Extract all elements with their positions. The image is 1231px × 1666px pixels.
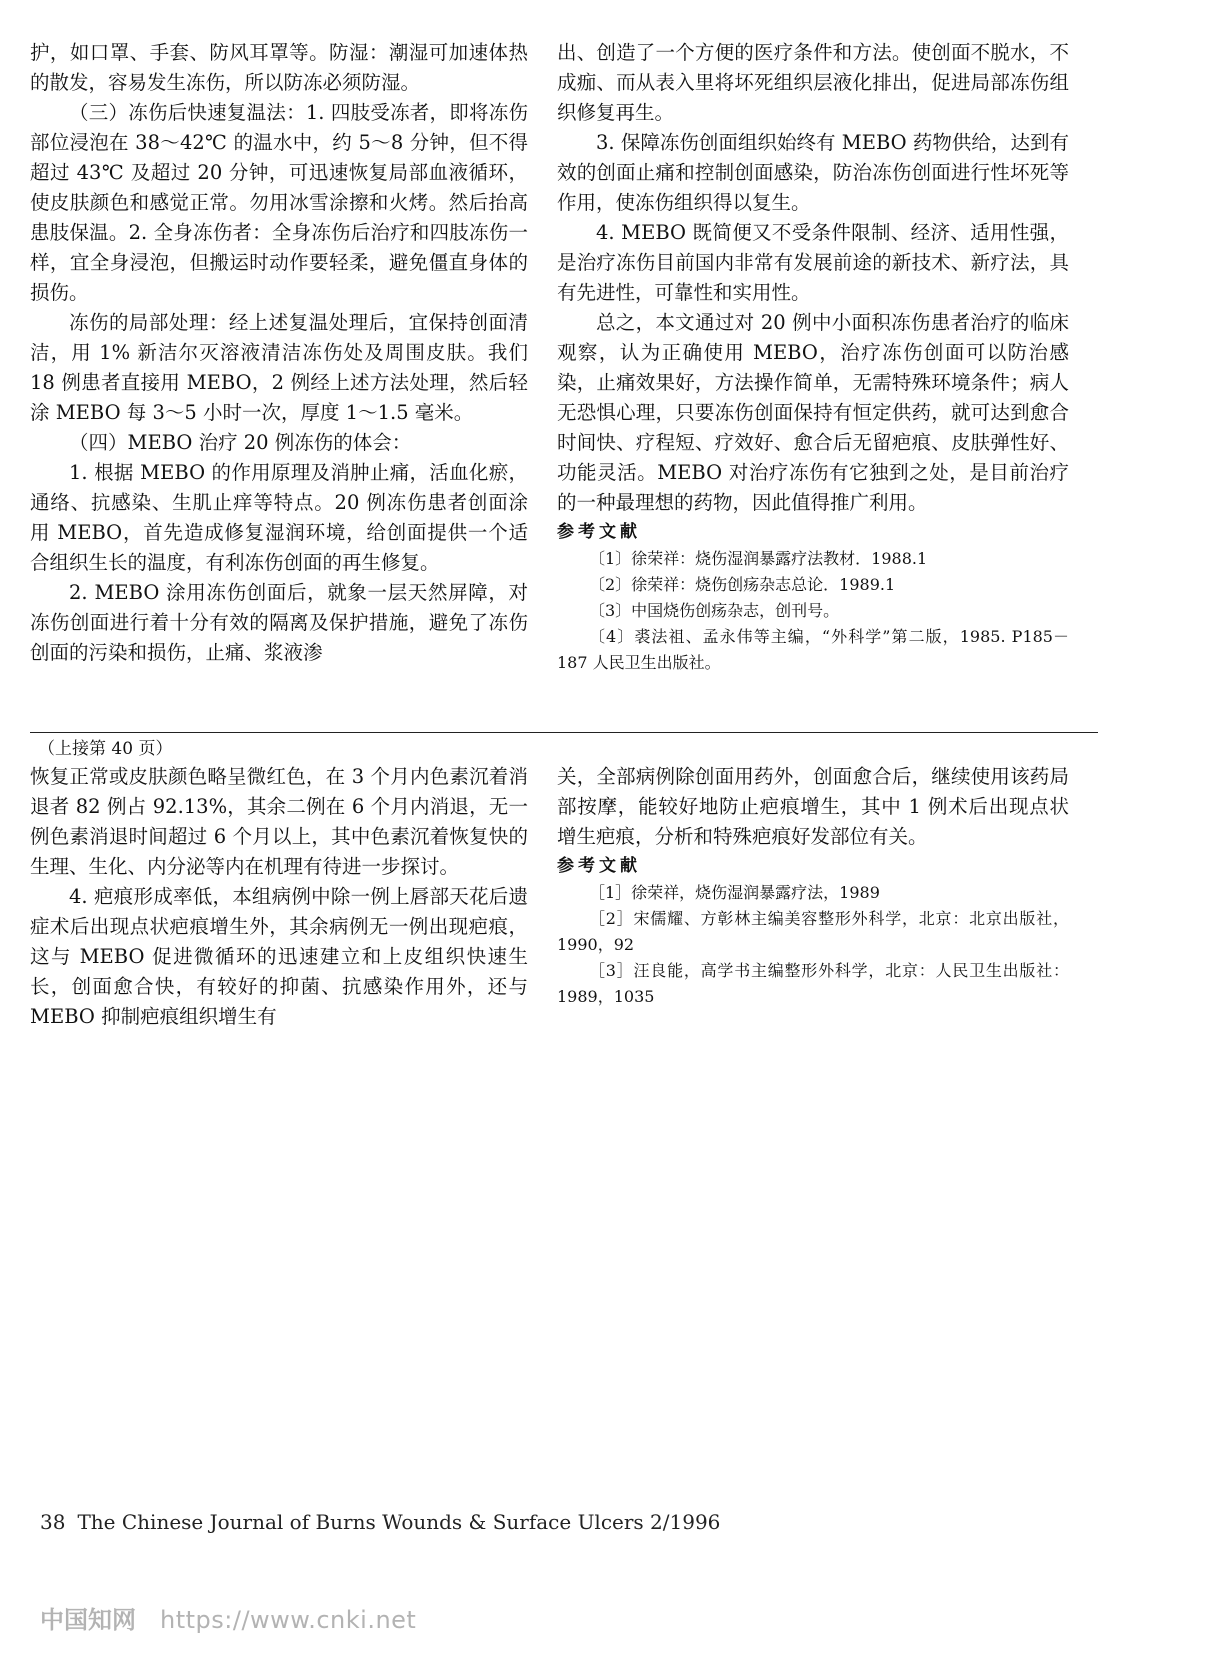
bottom-left-column bbox=[30, 762, 528, 1032]
paragraph: （三）冻伤后快速复温法：1. 四肢受冻者，即将冻伤部位浸泡在 38～42℃ 的温水中，约 5～8 分钟，但不得超过 43℃ 及超过 20 分钟，可迅速恢复局部血液循环，使皮肤颜色和感觉正常。勿用冰雪涂擦和火烤。然后抬高患肢保温。2. 全身冻伤者：全身冻伤后治疗和四肢冻伤一样，宜全身浸泡，但搬运时动作要轻柔，避免僵直身体的损伤。 bbox=[30, 101, 528, 304]
reference-item: ［3］汪良能，高学书主编整形外科学，北京：人民卫生出版社：1989，1035 bbox=[557, 961, 1069, 1006]
paragraph: 2. MEBO 涂用冻伤创面后，就象一层天然屏障，对冻伤创面进行着十分有效的隔离及保护措施，避免了冻伤创面的污染和损伤，止痛、浆液渗 bbox=[30, 581, 528, 664]
reference-item: 〔4〕裘法祖、孟永伟等主编，“外科学”第二版，1985. P185－187 人民卫生出版社。 bbox=[557, 627, 1069, 672]
continuation-label: （上接第 40 页） bbox=[38, 739, 173, 759]
reference-item: 〔2〕徐荣祥：烧伤创疡杂志总论．1989.1 bbox=[589, 575, 896, 594]
paragraph: 恢复正常或皮肤颜色略呈微红色，在 3 个月内色素沉着消退者 82 例占 92.13%，其余二例在 6 个月内消退，无一例色素消退时间超过 6 个月以上，其中色素沉着恢复快的生理、生化、内分泌等内在机理有待进一步探讨。 bbox=[30, 765, 528, 878]
watermark-url: https://www.cnki.net bbox=[160, 1606, 417, 1634]
page-footer bbox=[40, 1510, 720, 1534]
paragraph: 4. 疤痕形成率低，本组病例中除一例上唇部天花后遗症术后出现点状疤痕增生外，其余病例无一例出现疤痕，这与 MEBO 促进微循环的迅速建立和上皮组织快速生长，创面愈合快，有较好的抑菌、抗感染作用外，还与 MEBO 抑制疤痕组织增生有 bbox=[30, 885, 528, 1028]
paragraph: 冻伤的局部处理：经上述复温处理后，宜保持创面清洁，用 1% 新洁尔灭溶液清洁冻伤处及周围皮肤。我们 18 例患者直接用 MEBO，2 例经上述方法处理，然后轻涂 MEBO 每 3～5 小时一次，厚度 1～1.5 毫米。 bbox=[30, 311, 528, 424]
top-right-column bbox=[557, 38, 1069, 676]
paragraph: 总之，本文通过对 20 例中小面积冻伤患者治疗的临床观察，认为正确使用 MEBO，治疗冻伤创面可以防治感染，止痛效果好，方法操作简单，无需特殊环境条件；病人无恐惧心理，只要冻伤创面保持有恒定供药，就可达到愈合时间快、疗程短、疗效好、愈合后无留疤痕、皮肤弹性好、功能灵活。MEBO 对治疗冻伤有它独到之处，是目前治疗的一种最理想的药物，因此值得推广利用。 bbox=[557, 311, 1069, 514]
paragraph: 3. 保障冻伤创面组织始终有 MEBO 药物供给，达到有效的创面止痛和控制创面感染，防治冻伤创面进行性坏死等作用，使冻伤组织得以复生。 bbox=[557, 131, 1069, 214]
paragraph: 1. 根据 MEBO 的作用原理及消肿止痛，活血化瘀，通络、抗感染、生肌止痒等特点。20 例冻伤患者创面涂用 MEBO，首先造成修复湿润环境，给创面提供一个适合组织生长的温度，有利冻伤创面的再生修复。 bbox=[30, 461, 528, 574]
reference-item: ［1］徐荣祥，烧伤湿润暴露疗法，1989 bbox=[589, 883, 880, 902]
watermark-brand: 中国知网 bbox=[40, 1606, 136, 1634]
cnki-watermark bbox=[40, 1600, 416, 1635]
paragraph: 出、创造了一个方便的医疗条件和方法。使创面不脱水，不成痂、而从表入里将坏死组织层液化排出，促进局部冻伤组织修复再生。 bbox=[557, 41, 1069, 124]
page-number: 38 bbox=[40, 1510, 66, 1534]
reference-item: 〔3〕中国烧伤创疡杂志，创刊号。 bbox=[589, 601, 840, 620]
reference-item: 〔1〕徐荣祥：烧伤湿润暴露疗法教材．1988.1 bbox=[589, 549, 928, 568]
paragraph: 关，全部病例除创面用药外，创面愈合后，继续使用该药局部按摩，能较好地防止疤痕增生，其中 1 例术后出现点状增生疤痕，分析和特殊疤痕好发部位有关。 bbox=[557, 765, 1069, 848]
reference-item: ［2］宋儒耀、方彰林主编美容整形外科学，北京：北京出版社，1990，92 bbox=[557, 909, 1069, 954]
bottom-right-column bbox=[557, 762, 1069, 1010]
paragraph: 4. MEBO 既简便又不受条件限制、经济、适用性强，是治疗冻伤目前国内非常有发展前途的新技术、新疗法，具有先进性，可靠性和实用性。 bbox=[557, 221, 1069, 304]
journal-name: The Chinese Journal of Burns Wounds & Surface Ulcers 2/1996 bbox=[77, 1510, 721, 1534]
references-title: 参考文献 bbox=[557, 856, 641, 876]
section-divider bbox=[30, 732, 1098, 733]
paragraph: （四）MEBO 治疗 20 例冻伤的体会： bbox=[69, 431, 412, 454]
references-title: 参考文献 bbox=[557, 522, 641, 542]
paragraph: 护，如口罩、手套、防风耳罩等。防湿：潮湿可加速体热的散发，容易发生冻伤，所以防冻必须防湿。 bbox=[30, 41, 528, 94]
top-left-column bbox=[30, 38, 528, 668]
